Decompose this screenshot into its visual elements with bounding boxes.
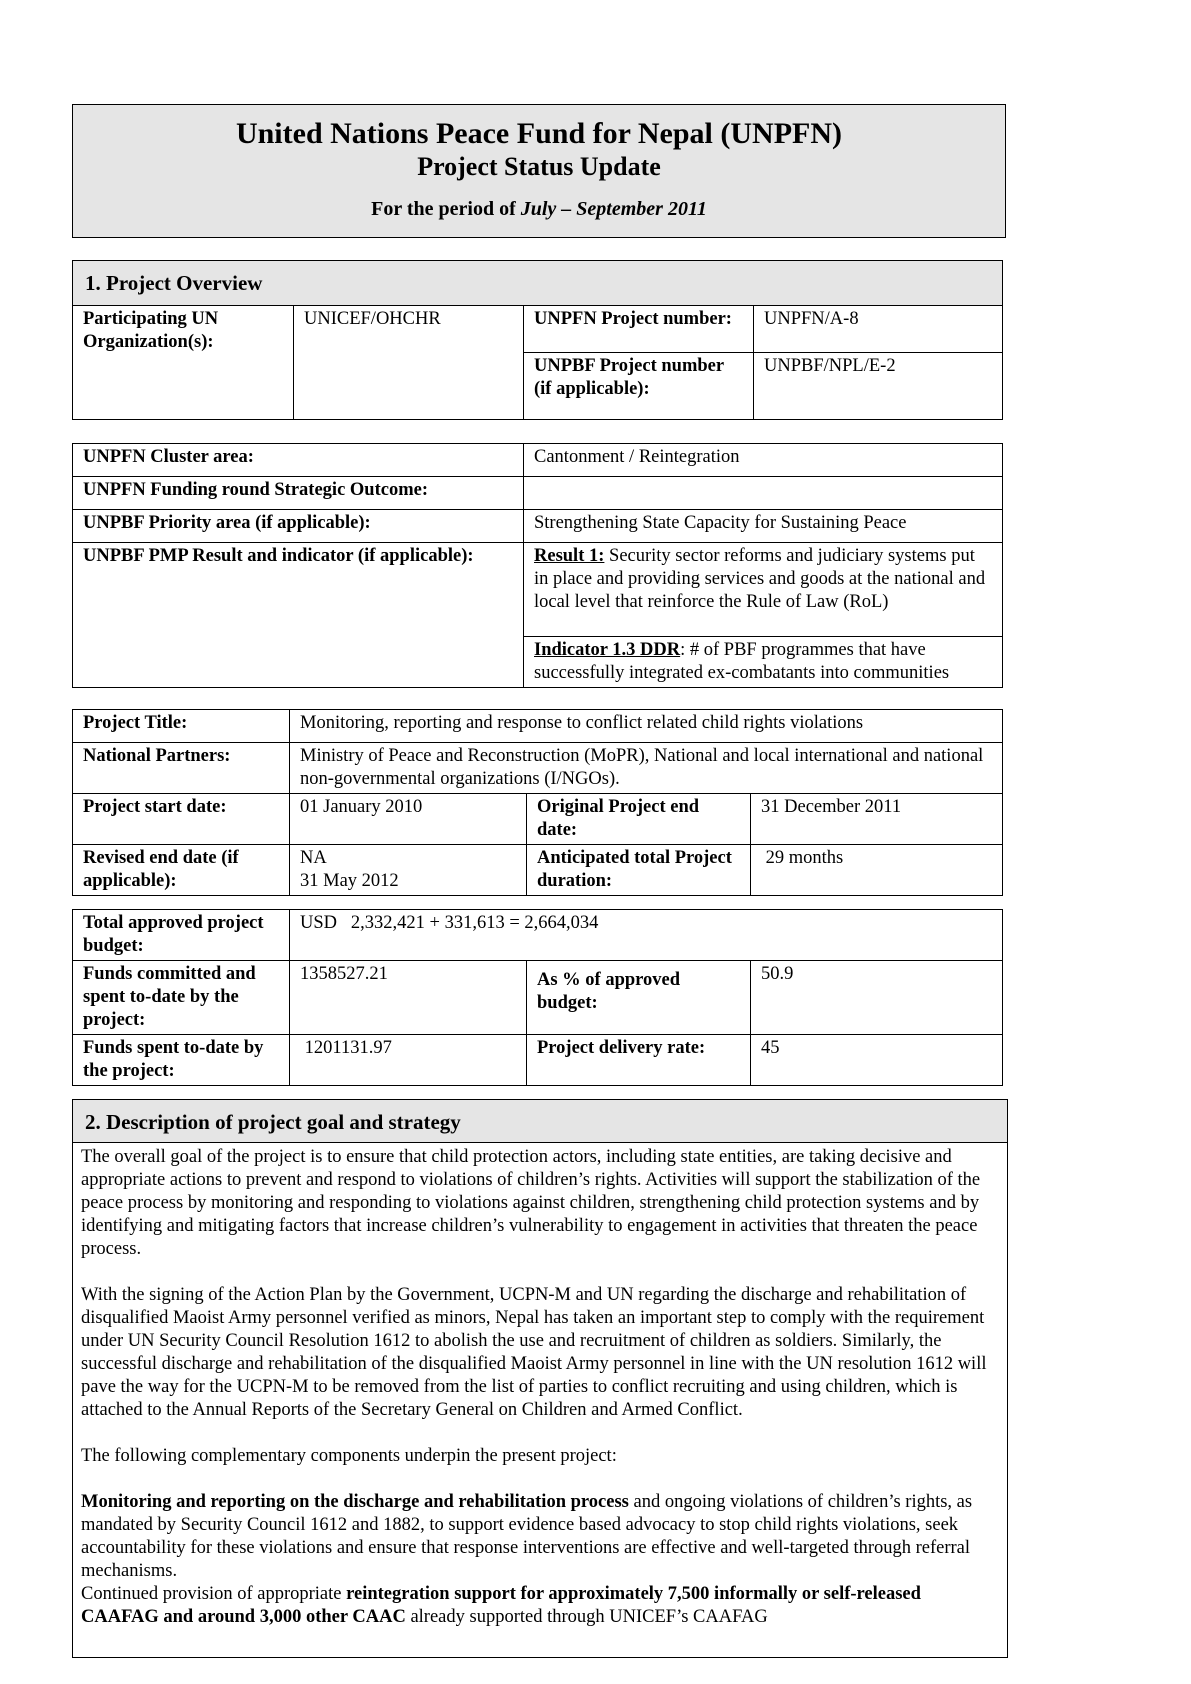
pmp-result-value [524,543,1003,637]
original-end-value: 31 December 2011 [751,794,1003,845]
funds-committed-value: 1358527.21 [290,961,527,1035]
duration-label: Anticipated total Project duration: [527,845,751,896]
pmp-result-label: UNPBF PMP Result and indicator (if applicable): [73,543,524,688]
description-paragraph: The overall goal of the project is to ensure that child protection actors, including state entities, are taking decisive and appropriate actions to prevent and respond to violations of children’s rights. Activities will support the stabilization of the peace process by monitoring and responding to violations against children, strengthening child protection systems and by identifying and mitigating factors that increase children’s vulnerability to engagement in activities that threaten the peace process. [81,1147,981,1259]
funding-outcome-label: UNPFN Funding round Strategic Outcome: [73,477,524,510]
cluster-table [72,443,1003,688]
start-date-label: Project start date: [73,794,290,845]
unpbf-number-label: UNPBF Project number (if applicable): [524,353,754,420]
revised-end-date: 31 May 2012 [300,871,399,891]
project-title-value: Monitoring, reporting and response to conflict related child rights violations [290,710,1003,743]
reporting-period: For the period of July – September 2011 [371,198,707,220]
section-2-heading: 2. Description of project goal and strategy [72,1099,1008,1143]
document-title: United Nations Peace Fund for Nepal (UNPFN) [235,117,843,150]
unpfn-number-value: UNPFN/A-8 [754,306,1003,353]
delivery-rate-value: 45 [751,1035,1003,1086]
participating-value: UNICEF/OHCHR [294,306,524,420]
description-paragraph: Monitoring and reporting on the discharge and rehabilitation process and ongoing violations of children’s rights, as mandated by Security Council 1612 and 1882, to support evidence based advocacy to stop child rights violations, seek accountability for these violations and ensure that response interventions are effective and well-targeted through referral mechanisms. [81,1492,973,1581]
project-details-table [72,709,1003,896]
national-partners-value: Ministry of Peace and Reconstruction (MoPR), National and local international and national non-governmental organizations (I/NGOs). [290,743,1003,794]
indicator-label: Indicator 1.3 DDR [534,640,681,660]
document-header [72,104,1006,238]
description-body [72,1142,1008,1658]
participating-label: Participating UN Organization(s): [73,306,294,420]
result-label: Result 1: [534,546,605,566]
unpfn-number-label: UNPFN Project number: [524,306,754,353]
cluster-value: Cantonment / Reintegration [524,444,1003,477]
indicator-text: : # of PBF programmes that have successfully integrated ex-combatants into communities [534,640,950,683]
section-1-heading: 1. Project Overview [73,261,1003,306]
duration-value: 29 months [751,845,1003,896]
description-paragraph: Continued provision of appropriate reintegration support for approximately 7,500 informally or self-released CAAFAG and around 3,000 other CAAC already supported through UNICEF’s CAAFAG [81,1584,921,1627]
priority-area-value: Strengthening State Capacity for Sustaining Peace [524,510,1003,543]
pct-budget-value: 50.9 [751,961,1003,1035]
cluster-label: UNPFN Cluster area: [73,444,524,477]
monitoring-heading: Monitoring and reporting on the discharge and rehabilitation process [81,1492,629,1512]
total-budget-label: Total approved project budget: [73,910,290,961]
result-text: Security sector reforms and judiciary systems put in place and providing services and goods at the national and local level that reinforce the Rule of Law (RoL) [534,546,986,612]
pmp-indicator-value [524,637,1003,688]
delivery-rate-label: Project delivery rate: [527,1035,751,1086]
total-budget-value: USD 2,332,421 + 331,613 = 2,664,034 [290,910,1003,961]
unpbf-number-value: UNPBF/NPL/E-2 [754,353,1003,420]
funding-outcome-value [524,477,1003,510]
priority-area-label: UNPBF Priority area (if applicable): [73,510,524,543]
funds-spent-value: 1201131.97 [290,1035,527,1086]
national-partners-label: National Partners: [73,743,290,794]
description-paragraph: The following complementary components underpin the present project: [81,1446,617,1466]
revised-end-na: NA [300,848,327,868]
reintegration-heading: reintegration support for approximately 7,500 informally or self-released CAAFAG and around 3,000 other CAAC [81,1584,921,1627]
budget-table [72,909,1003,1086]
document-subtitle: Project Status Update [417,152,661,181]
revised-end-label: Revised end date (if applicable): [73,845,290,896]
revised-end-value [290,845,527,896]
start-date-value: 01 January 2010 [290,794,527,845]
funds-committed-label: Funds committed and spent to-date by the project: [73,961,290,1035]
original-end-label: Original Project end date: [527,794,751,845]
project-overview-table [72,260,1003,420]
project-title-label: Project Title: [73,710,290,743]
pct-budget-label: As % of approved budget: [527,961,751,1035]
funds-spent-label: Funds spent to-date by the project: [73,1035,290,1086]
description-paragraph: With the signing of the Action Plan by the Government, UCPN-M and UN regarding the discharge and rehabilitation of disqualified Maoist Army personnel verified as minors, Nepal has taken an important step to comply with the requirement under UN Security Council Resolution 1612 to abolish the use and recruitment of children as soldiers. Similarly, the successful discharge and rehabilitation of the disqualified Maoist Army personnel in line with the UN resolution 1612 will pave the way for the UCPN-M to be removed from the list of parties to conflict recruiting and using children, which is attached to the Annual Reports of the Secretary General on Children and Armed Conflict. [81,1285,987,1420]
period-value: July – September 2011 [520,198,707,220]
